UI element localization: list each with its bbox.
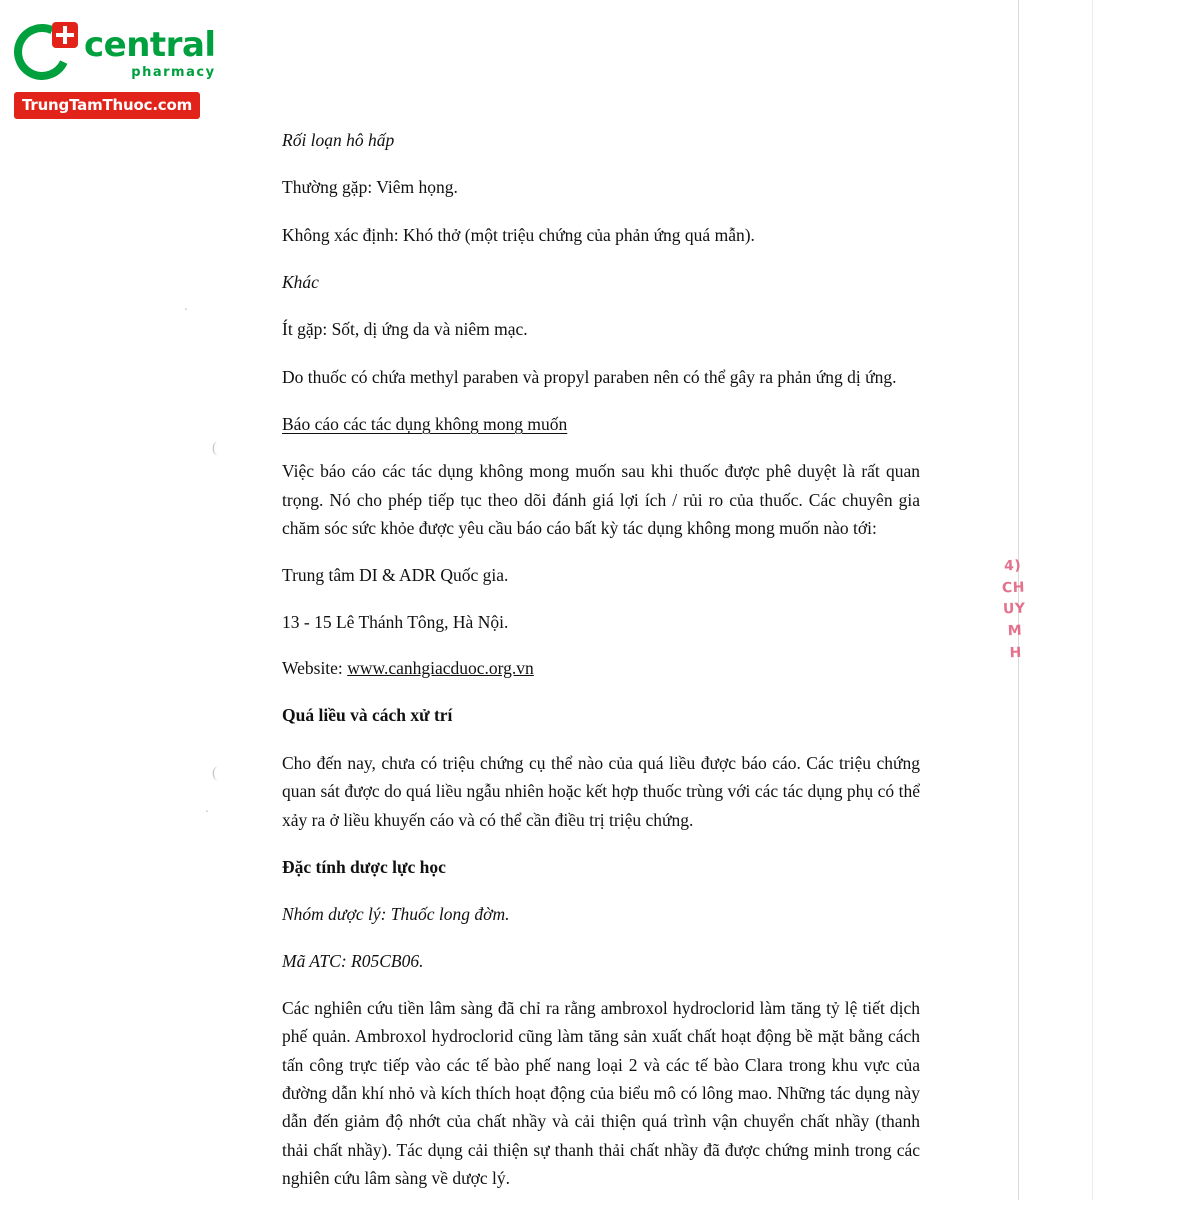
paragraph-adr-reporting: Việc báo cáo các tác dụng không mong muốn sau khi thuốc được phê duyệt là rất quan trọng. Nó cho phép tiếp tục theo dõi đánh giá lợi ích / rủi ro của thuốc. Các chuyên gia chăm sóc sức khỏe được yêu cầu báo cáo bất kỳ tác dụng không mong muốn nào tới: bbox=[282, 461, 920, 539]
brand-watermark bbox=[14, 22, 224, 119]
brand-logo-row bbox=[14, 22, 224, 84]
section-heading-other: Khác bbox=[282, 272, 319, 293]
paragraph-address: 13 - 15 Lê Thánh Tông, Hà Nội. bbox=[282, 611, 509, 632]
paragraph-common-effects: Thường gặp: Viêm họng. bbox=[282, 177, 458, 198]
section-heading-overdose: Quá liều và cách xử trí bbox=[282, 705, 453, 726]
brand-name: central bbox=[84, 24, 216, 65]
website-link[interactable]: www.canhgiacduoc.org.vn bbox=[347, 658, 534, 679]
paragraph-atc-code: Mã ATC: R05CB06. bbox=[282, 950, 424, 971]
site-url-badge: TrungTamThuoc.com bbox=[14, 92, 200, 119]
brand-subtitle: pharmacy bbox=[131, 64, 216, 80]
central-pharmacy-logo-icon bbox=[14, 22, 76, 84]
paragraph-unknown-effects: Không xác định: Khó thở (một triệu chứng của phản ứng quá mẫn). bbox=[282, 224, 755, 245]
scan-speck: ( bbox=[212, 765, 217, 781]
paragraph-preclinical-studies: Các nghiên cứu tiền lâm sàng đã chỉ ra rằng ambroxol hydroclorid làm tăng tỷ lệ tiết dịch phế quản. Ambroxol hydroclorid cũng làm tăng sản xuất chất hoạt động bề mặt bằng cách tấn công trực tiếp vào các tế bào phế nang loại 2 và các tế bào Clara trong khu vực của đường dẫn khí nhỏ và kích thích hoạt động của biểu mô có lông mao. Những tác dụng này dẫn đến giảm độ nhớt của chất nhầy và cải thiện quá trình vận chuyển chất nhầy (thanh thải chất nhầy). Tác dụng cải thiện sự thanh thải chất nhầy đã được chứng minh trong các nghiên cứu lâm sàng về dược lý. bbox=[282, 997, 920, 1188]
approval-stamp: 4) CH UY M H bbox=[1001, 557, 1026, 661]
scan-speck: . bbox=[184, 298, 188, 314]
paragraph-paraben-warning: Do thuốc có chứa methyl paraben và propyl paraben nên có thể gây ra phản ứng dị ứng. bbox=[282, 366, 897, 387]
website-label: Website: bbox=[282, 658, 348, 679]
medical-cross-icon bbox=[52, 22, 78, 48]
section-heading-respiratory: Rối loạn hô hấp bbox=[282, 130, 395, 150]
section-heading-adr-reporting: Báo cáo các tác dụng không mong muốn bbox=[282, 414, 568, 435]
paragraph-website bbox=[282, 654, 920, 682]
paragraph-pharmacologic-group: Nhóm dược lý: Thuốc long đờm. bbox=[282, 904, 510, 925]
section-heading-pharmacodynamics: Đặc tính dược lực học bbox=[282, 856, 446, 877]
brand-text bbox=[84, 24, 216, 80]
scan-speck: . bbox=[205, 800, 209, 816]
scan-speck: ( bbox=[212, 440, 217, 456]
paragraph-rare-effects: Ít gặp: Sốt, dị ứng da và niêm mạc. bbox=[282, 319, 528, 340]
document-body bbox=[282, 126, 920, 1211]
paragraph-overdose: Cho đến nay, chưa có triệu chứng cụ thể nào của quá liều được báo cáo. Các triệu chứng quan sát được do quá liều ngẫu nhiên hoặc kết hợp thuốc trùng với các tác dụng phụ có thể xảy ra ở liều khuyến cáo và có thể cần điều trị triệu chứng. bbox=[282, 752, 920, 830]
paragraph-di-adr-center: Trung tâm DI & ADR Quốc gia. bbox=[282, 565, 509, 586]
scan-edge-line-secondary bbox=[1092, 0, 1093, 1200]
